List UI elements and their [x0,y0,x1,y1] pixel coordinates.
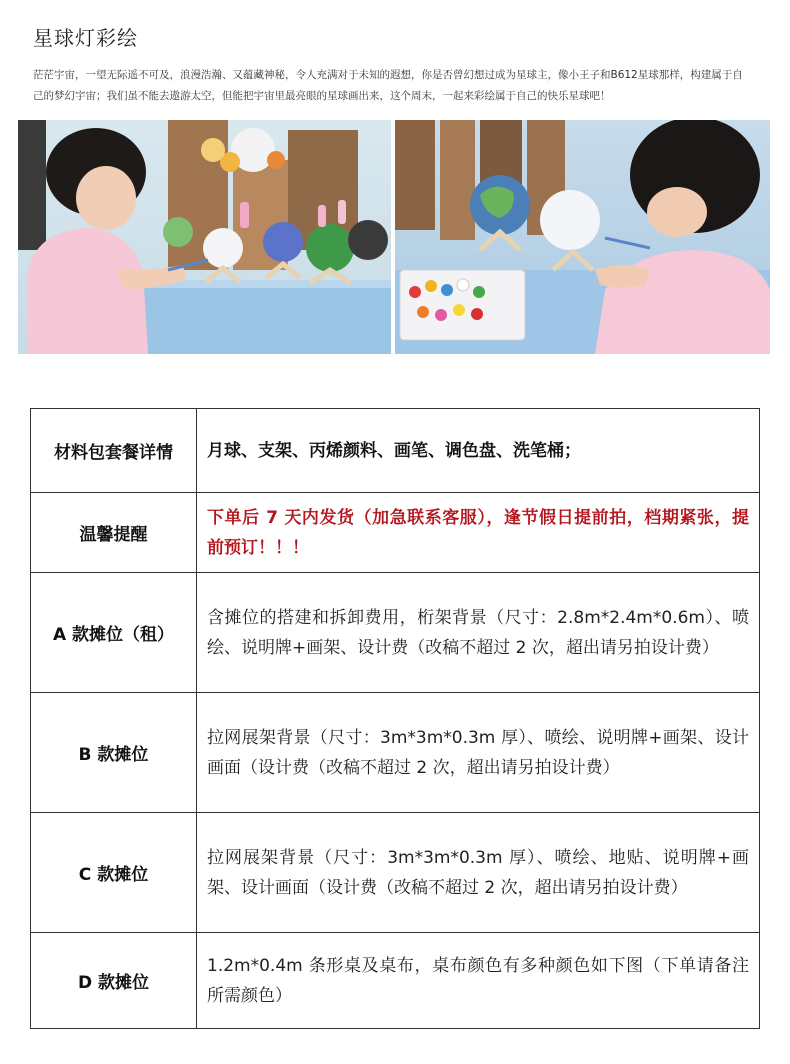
table-row [31,409,760,493]
row-value: 含摊位的搭建和拆卸费用，桁架背景（尺寸：2.8m*2.4m*0.6m）、喷绘、说明牌+画架、设计费（改稿不超过 2 次，超出请另拍设计费） [197,573,760,693]
warning-text: 下单后 7 天内发货（加急联系客服），逢节假日提前拍，档期紧张，提前预订！！！ [197,493,760,573]
row-value: 1.2m*0.4m 条形桌及桌布，桌布颜色有多种颜色如下图（下单请备注所需颜色） [197,933,760,1029]
row-value: 拉网展架背景（尺寸：3m*3m*0.3m 厚）、喷绘、说明牌+画架、设计画面（设计费（改稿不超过 2 次，超出请另拍设计费） [197,693,760,813]
activity-photos [18,120,770,354]
intro-paragraph: 茫茫宇宙，一望无际遥不可及，浪漫浩瀚、又蕴藏神秘，令人充满对于未知的遐想，你是否曾幻想过成为星球主，像小王子和B612星球那样，构建属于自己的梦幻宇宙；我们虽不能去遨游太空，但能把宇宙里最亮眼的星球画出来，这个周末，一起来彩绘属于自己的快乐星球吧！ [33,69,743,102]
child-painting-ball-photo [18,120,391,354]
table-row [31,493,760,573]
row-value: 月球、支架、丙烯颜料、画笔、调色盘、洗笔桶； [197,409,760,493]
table-row [31,693,760,813]
table-row [31,933,760,1029]
row-label: 材料包套餐详情 [31,409,197,493]
row-label: A 款摊位（租） [31,573,197,693]
row-label: D 款摊位 [31,933,197,1029]
row-label: 温馨提醒 [31,493,197,573]
row-label: C 款摊位 [31,813,197,933]
table-row [31,573,760,693]
row-value: 拉网展架背景（尺寸：3m*3m*0.3m 厚）、喷绘、地贴、说明牌+画架、设计画面（设计费（改稿不超过 2 次，超出请另拍设计费） [197,813,760,933]
row-label: B 款摊位 [31,693,197,813]
package-details-table [30,408,760,1029]
page-title: 星球灯彩绘 [33,26,138,50]
table-row [31,813,760,933]
child-painting-moon-photo [395,120,770,354]
